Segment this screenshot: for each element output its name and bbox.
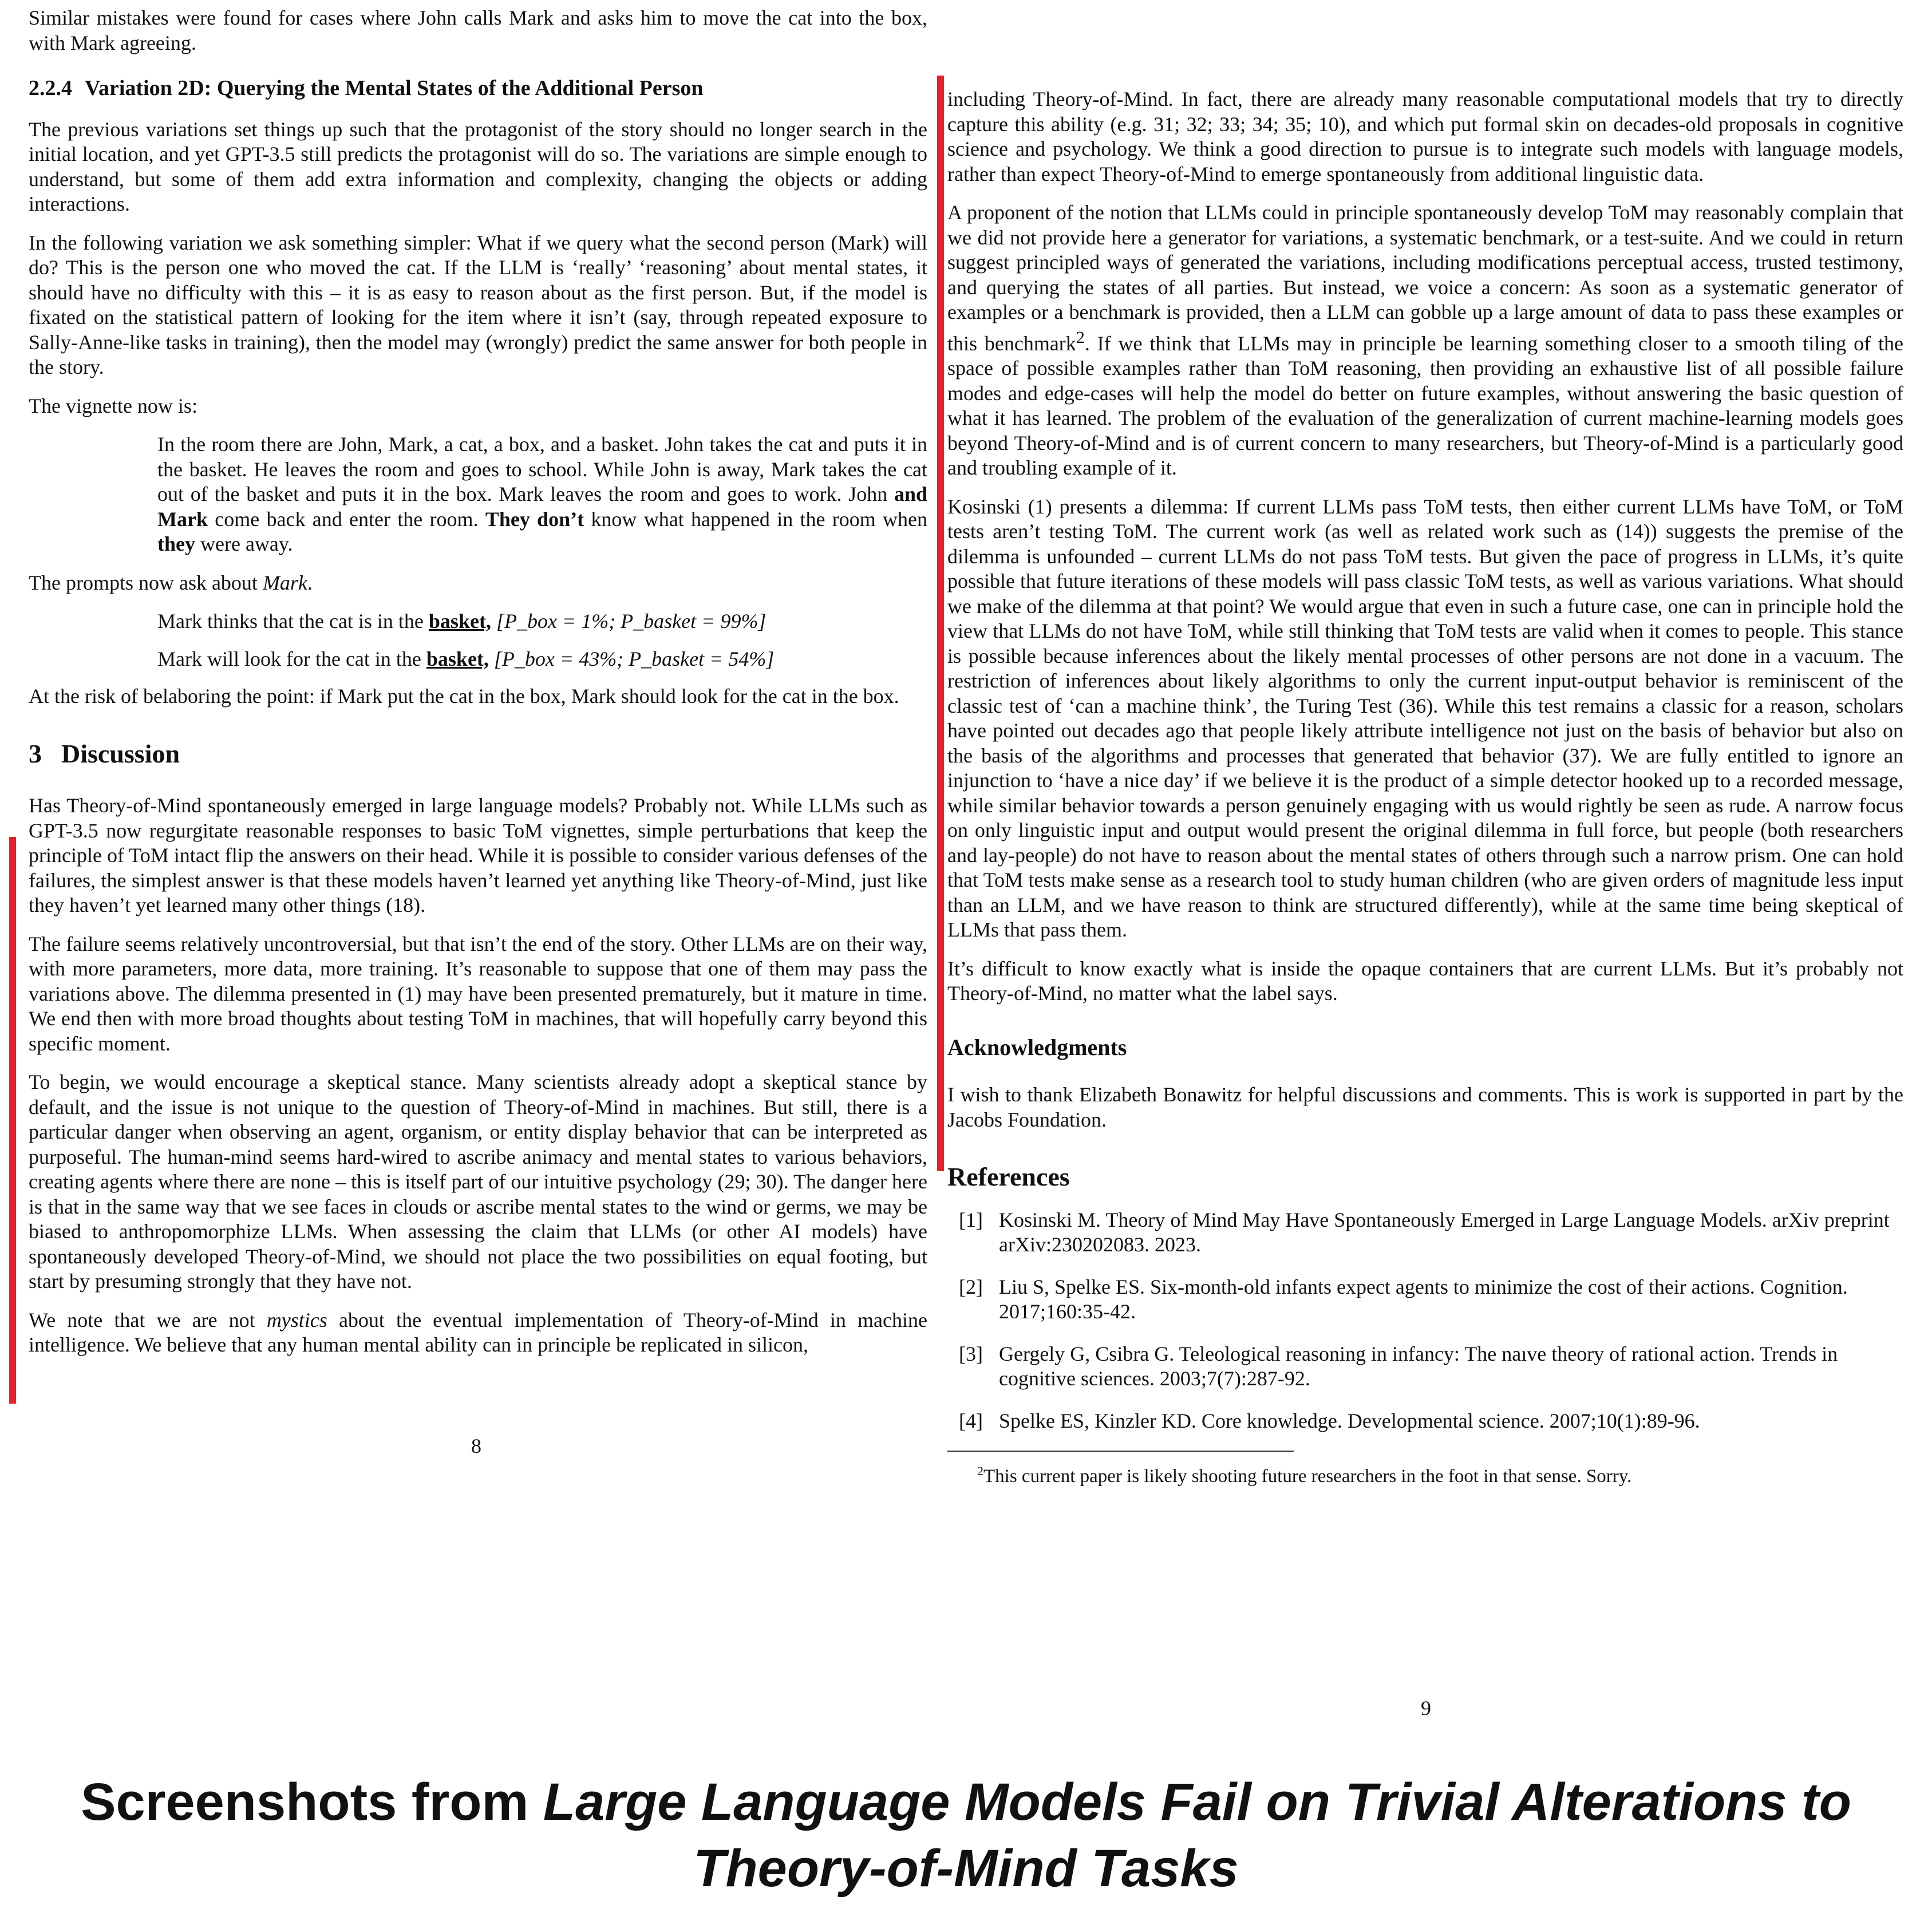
references-heading: References: [947, 1162, 1070, 1191]
prompt-line-2: Mark will look for the cat in the basket, [P_box = 43%; P_basket = 54%]: [157, 647, 775, 670]
discussion-paragraph: To begin, we would encourage a skeptical stance. Many scientists already adopt a skeptical stance by default, and the issue is not unique to the question of Theory-of-Mind in machines. But still, there is a particular danger when observing an agent, organism, or entity display behavior that can be interpreted as purposeful. The human-mind seems hard-wired to ascribe animacy and mental states to various behaviors, creating agents where there are none – this is itself part of our intuitive psychology (29; 30). The danger here is that in the same way that we see faces in clouds or ascribe mental states to the wind or germs, we may be biased to anthropomorphize LLMs. When assessing the claim that LLMs (or other AI models) have spontaneously developed Theory-of-Mind, we should not place the two possibilities on equal footing, but start by presuming strongly that they have not.: [29, 1070, 927, 1293]
section-title: Discussion: [61, 738, 180, 768]
highlight-bar-left: [9, 837, 16, 1404]
section-heading: [29, 738, 927, 768]
acknowledgments-heading: Acknowledgments: [947, 1034, 1127, 1060]
left-column: [29, 6, 927, 1372]
prompt-answer: basket,: [426, 647, 489, 670]
reference-item: [2] Liu S, Spelke ES. Six-month-old infants expect agents to minimize the cost of their actions. Cognition. 2017;160:35-42.: [959, 1275, 1848, 1323]
paragraph: The previous variations set things up such that the protagonist of the story should no longer search in the initial location, and yet GPT-3.5 still predicts the protagonist will do so. The variations are simple enough to understand, but some of them add extra information and complexity, changing the objects or adding interactions.: [29, 117, 927, 215]
paragraph: In the following variation we ask something simpler: What if we query what the second person (Mark) will do? This is the person one who moved the cat. If the LLM is ‘really’ ‘reasoning’ about mental states, it should have no difficulty with this – it is as easy to reason about as the first person. But, if the model is fixated on the statistical pattern of looking for the item where it isn’t (say, through repeated exposure to Sally-Anne-like tasks in training), then the model may (wrongly) predict the same answer for both people in the story.: [29, 231, 927, 378]
paragraph: At the risk of belaboring the point: if Mark put the cat in the box, Mark should look for the cat in the box.: [29, 685, 899, 708]
paragraph: Kosinski (1) presents a dilemma: If current LLMs pass ToM tests, then either current LLMs have ToM, or ToM tests aren’t testing ToM. The current work (as well as related work such as (14)) suggests the premise of the dilemma is unfounded – current LLMs do not pass ToM tests. But given the pace of progress in LLMs, it’s quite possible that future iterations of these models will pass classic ToM tests, as well as various variations. What should we make of the dilemma at that point? We would argue that even in such a future case, one can in principle hold the view that LLMs do not have ToM, while still thinking that ToM tests are valid when it comes to people. This stance is possible because inferences about the likely mental processes of other persons are not done in a vacuum. The restriction of inferences about likely algorithms to only the current input-output behavior is reminiscent of the classic test of ‘can a machine think’, the Turing Test (36). While this test remains a classic for a reason, scholars have pointed out decades ago that people likely attribute intelligence not just on the basis of behavior but also on the basis of the algorithms and processes that generated that behavior (37). We are fully entitled to ignore an injunction to ‘have a nice day’ if we believe it is the product of a simple detector hooked up to a recorded message, while similar behavior towards a person genuinely engaging with us would rightly be seen as rude. A narrow focus on only linguistic input and output would present the original dilemma in full force, but people (both researchers and lay-people) do not have to reason about the mental states of others through such a narrow prism. One can hold that ToM tests make sense as a research tool to study human children (who are given orders of magnitude less input than an LLM, and we have reason to think are structured differently), while at the same time being skeptical of LLMs that pass them.: [947, 495, 1903, 941]
prompt-probabilities: [P_box = 43%; P_basket = 54%]: [493, 647, 775, 670]
prompt-probabilities: [P_box = 1%; P_basket = 99%]: [496, 610, 767, 633]
highlight-bar-right: [937, 76, 944, 1171]
subsection-number: 2.2.4: [29, 76, 72, 100]
prompt-line-1: Mark thinks that the cat is in the basket, [P_box = 1%; P_basket = 99%]: [157, 610, 767, 633]
subsection-title: Variation 2D: Querying the Mental States of the Additional Person: [85, 76, 704, 100]
paragraph: The prompts now ask about Mark.: [29, 571, 313, 594]
footnote-marker: 2: [1076, 327, 1085, 347]
caption-line-1: Screenshots from Large Language Models Fail on Trivial Alterations to: [81, 1773, 1851, 1831]
intro-paragraph: Similar mistakes were found for cases where John calls Mark and asks him to move the cat into the box, with Mark agreeing.: [29, 6, 927, 54]
reference-item: [4] Spelke ES, Kinzler KD. Core knowledge. Developmental science. 2007;10(1):89-96.: [959, 1409, 1700, 1432]
acknowledgments-text: I wish to thank Elizabeth Bonawitz for helpful discussions and comments. This is work is supported in part by the Jacobs Foundation.: [947, 1083, 1903, 1131]
reference-item: [3] Gergely G, Csibra G. Teleological reasoning in infancy: The naıve theory of rational action. Trends in cognitive sciences. 2003;7(7):287-92.: [959, 1342, 1838, 1390]
paragraph: The vignette now is:: [29, 394, 197, 417]
caption: [0, 1769, 1932, 1902]
footnote-divider: [947, 1451, 1294, 1452]
discussion-paragraph: The failure seems relatively uncontroversial, but that isn’t the end of the story. Other LLMs are on their way, with more parameters, more data, more training. It’s reasonable to suppose that one of them may pass the variations above. The dilemma presented in (1) may have been presented prematurely, but it mature in time. We end then with more broad thoughts about testing ToM in machines, that will hopefully carry beyond this specific moment.: [29, 932, 927, 1055]
paragraph: A proponent of the notion that LLMs could in principle spontaneously develop ToM may reasonably complain that we did not provide here a generator for variations, a systematic benchmark, or a test-suite. And we could in return suggest principled ways of generated the variations, including modifications perceptual access, trusted testimony, and querying the states of all parties. But instead, we voice a concern: As soon as a systematic generator of examples or a benchmark is provided, then a LLM can gobble up a large amount of data to pass these examples or this benchmark$^2$. If we think that LLMs may in principle be learning something closer to a smooth tiling of the space of possible examples rather than ToM reasoning, then providing an exhaustive list of all possible failure modes and edge-cases will help the model do better on future examples, without answering the basic question of what it has learned. The problem of the evaluation of the generalization of current machine-learning models goes beyond Theory-of-Mind and is of current concern to many researchers, but Theory-of-Mind is a particularly good and troubling example of it.: [947, 201, 1903, 479]
subsection-heading: [29, 76, 927, 101]
right-column: [947, 87, 1903, 1488]
prompt-answer: basket,: [428, 610, 491, 633]
caption-title: Large Language Models Fail on Trivial Alterations to: [543, 1773, 1851, 1831]
reference-item: [1] Kosinski M. Theory of Mind May Have Spontaneously Emerged in Large Language Models. arXiv preprint arXiv:230202083. 2023.: [959, 1208, 1890, 1256]
paragraph: including Theory-of-Mind. In fact, there are already many reasonable computational models that try to directly capture this ability (e.g. 31; 32; 33; 34; 35; 10), and which put formal skin on decades-old proposals in cognitive science and psychology. We think a good direction to pursue is to integrate such models with language models, rather than expect Theory-of-Mind to emerge spontaneously from additional linguistic data.: [947, 88, 1903, 185]
page-number-left: 8: [471, 1435, 481, 1457]
discussion-paragraph: Has Theory-of-Mind spontaneously emerged in large language models? Probably not. While LLMs such as GPT-3.5 now regurgitate reasonable responses to basic ToM vignettes, simple perturbations that keep the principle of ToM intact flip the answers on their head. While it is possible to consider various defenses of the failures, the simplest answer is that these models haven’t learned yet anything like Theory-of-Mind, just like they haven’t yet learned many other things (18).: [29, 794, 927, 916]
paragraph: It’s difficult to know exactly what is inside the opaque containers that are current LLMs. But it’s probably not Theory-of-Mind, no matter what the label says.: [947, 957, 1903, 1005]
discussion-paragraph: We note that we are not mystics about the eventual implementation of Theory-of-Mind in machine intelligence. We believe that any human mental ability can in principle be replicated in silicon,: [29, 1308, 927, 1356]
footnote: $^2$This current paper is likely shooting future researchers in the foot in that sense. Sorry.: [977, 1464, 1632, 1487]
section-number: 3: [29, 738, 42, 768]
page-number-right: 9: [1421, 1697, 1431, 1720]
vignette-quote: In the room there are John, Mark, a cat, a box, and a basket. John takes the cat and puts it in the basket. He leaves the room and goes to school. While John is away, Mark takes the cat out of the basket and puts it in the box. Mark leaves the room and goes to work. John and Mark come back and enter the room. They don’t know what happened in the room when they were away.: [157, 433, 928, 555]
caption-line-2: Theory-of-Mind Tasks: [693, 1839, 1239, 1898]
